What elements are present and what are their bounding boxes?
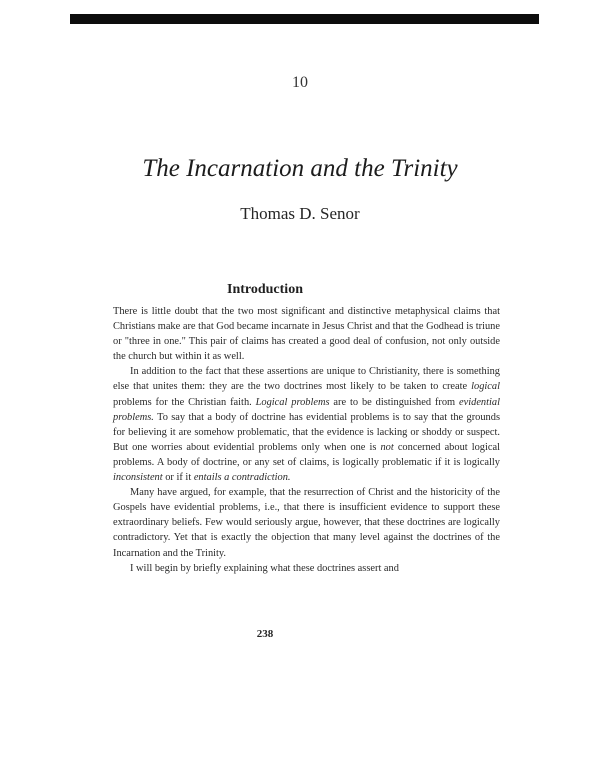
page-number: 238 bbox=[256, 628, 274, 640]
chapter-number: 10 bbox=[292, 74, 308, 91]
paragraph-text: To say that a body of doctrine has evidential problems is to say that the grounds for believing it are somehow problematic, that the evidence is lacking or shoddy or suspect. But one worries about evidential problems only when one is bbox=[113, 411, 500, 453]
emphasis-text: Logical problems bbox=[255, 396, 330, 408]
paragraph: There is little doubt that the two most significant and distinctive metaphysical claims that Christians make are that God became incarnate in Jesus Christ and that the Godhead is triune or "three in one." This pair of claims has created a good deal of confusion, not only outside the church but within it as well. bbox=[113, 306, 500, 363]
emphasis-text: inconsistent bbox=[113, 472, 163, 484]
section-heading: Introduction bbox=[227, 282, 303, 297]
emphasis-text: entails a contradiction. bbox=[193, 472, 291, 484]
emphasis-text: not bbox=[380, 441, 394, 453]
paragraph-text: or if it bbox=[162, 472, 194, 484]
paragraph-text: problems for the Christian faith. bbox=[113, 396, 256, 408]
chapter-title: The Incarnation and the Trinity bbox=[142, 155, 458, 182]
top-rule bbox=[70, 14, 539, 24]
paragraph bbox=[113, 364, 500, 485]
chapter-author: Thomas D. Senor bbox=[240, 204, 360, 223]
paragraph: Many have argued, for example, that the resurrection of Christ and the historicity of the Gospels have evidential problems, i.e., that there is insufficient evidence to support these extraordinary beliefs. Few would seriously argue, however, that these doctrines are logically contradictory. Yet that is exactly the objection that many level against the doctrines of the Incarnation and the Trinity. bbox=[113, 487, 500, 559]
emphasis-text: evidential problems. bbox=[113, 396, 500, 423]
paragraph-text: are to be distinguished from bbox=[329, 396, 460, 408]
paragraph: I will begin by briefly explaining what these doctrines assert and bbox=[130, 562, 399, 574]
body-text bbox=[113, 304, 500, 576]
emphasis-text: logical bbox=[471, 381, 500, 393]
paragraph-text: In addition to the fact that these assertions are unique to Christianity, there is something else that unites them: they are the two doctrines most likely to be taken to create bbox=[113, 366, 500, 393]
paragraph-text: concerned about logical problems. A body of doctrine, or any set of claims, is logically problematic if it is logically bbox=[113, 441, 500, 468]
